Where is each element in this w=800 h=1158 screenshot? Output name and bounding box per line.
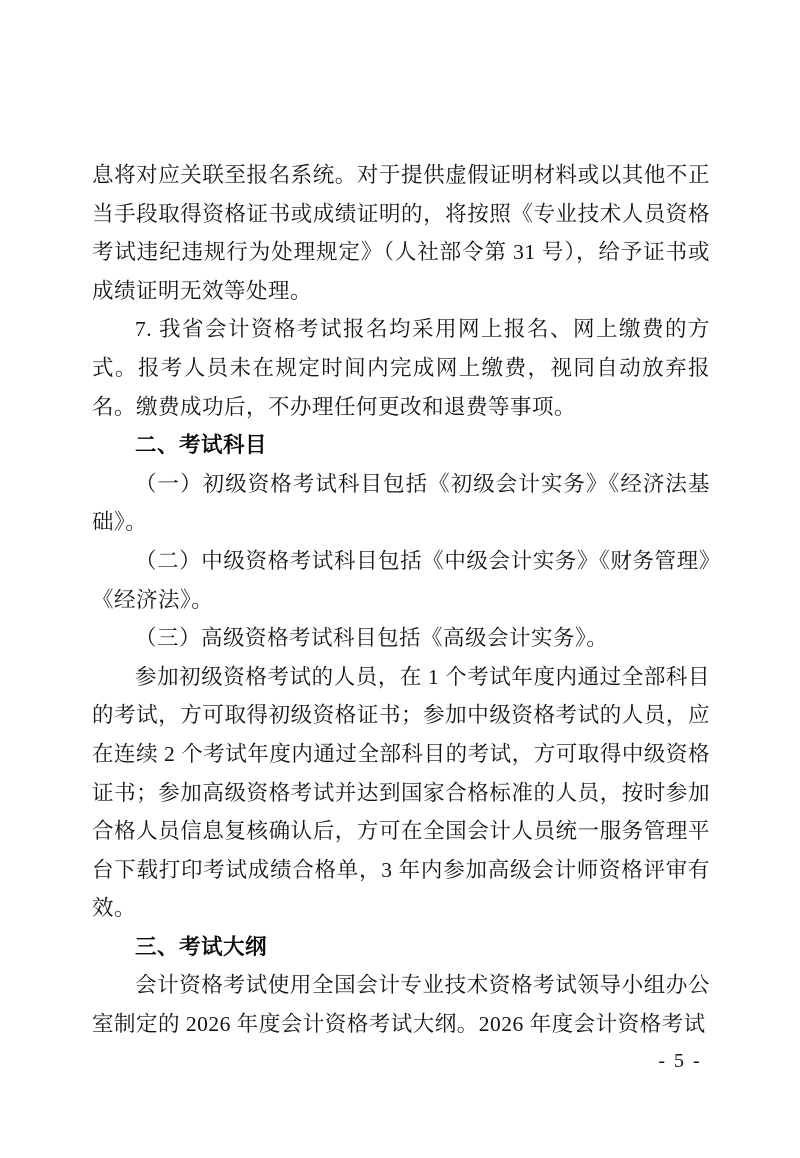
section-heading-exam-subjects: 二、考试科目 [135, 433, 268, 458]
paragraph-online-registration: 7. 我省会计资格考试报名均采用网上报名、网上缴费的方式。报考人员未在规定时间内完成网上缴费，视同自动放弃报名。缴费成功后，不办理任何更改和退费等事项。 [92, 317, 710, 419]
paragraph-junior-subjects: （一）初级资格考试科目包括《初级会计实务》《经济法基础》。 [92, 471, 710, 535]
page-number: - 5 - [658, 1050, 702, 1072]
paragraph-intermediate-subjects: （二）中级资格考试科目包括《中级会计实务》《财务管理》《经济法》。 [92, 548, 710, 612]
paragraph-exam-outline: 会计资格考试使用全国会计专业技术资格考试领导小组办公室制定的 2026 年度会计资格考试大纲。2026 年度会计资格考试 [92, 973, 710, 1037]
document-body [92, 156, 710, 1044]
paragraph-senior-subjects: （三）高级资格考试科目包括《高级会计实务》。 [135, 626, 609, 651]
paragraph-certificate-penalty: 息将对应关联至报名系统。对于提供虚假证明材料或以其他不正当手段取得资格证书或成绩证明的，将按照《专业技术人员资格考试违纪违规行为处理规定》（人社部令第 31 号），给予证书或成绩证明无效等处理。 [92, 163, 710, 303]
paragraph-passing-rules: 参加初级资格考试的人员，在 1 个考试年度内通过全部科目的考试，方可取得初级资格证书；参加中级资格考试的人员，应在连续 2 个考试年度内通过全部科目的考试，方可取得中级资格证书；参加高级资格考试并达到国家合格标准的人员，按时参加合格人员信息复核确认后，方可在全国会计人员统一服务管理平台下载打印考试成绩合格单，3 年内参加高级会计师资格评审有效。 [92, 664, 710, 921]
section-heading-exam-outline: 三、考试大纲 [135, 934, 268, 959]
